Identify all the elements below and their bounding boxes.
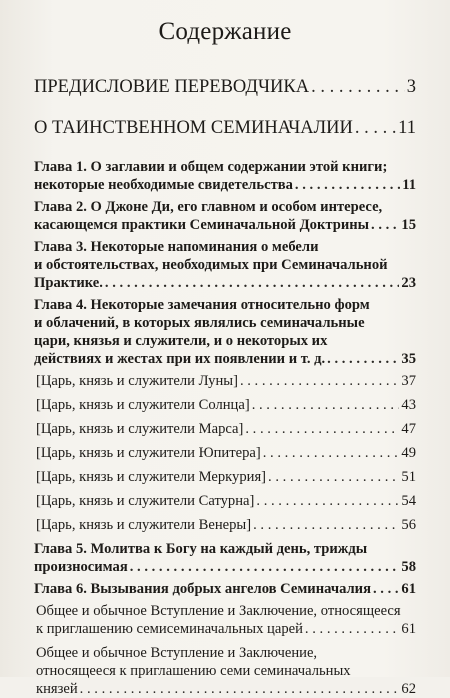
- page-number: 61: [401, 581, 416, 597]
- toc-chapter-4: [34, 296, 416, 368]
- subentry-line: Общее и обычное Вступление и Заключение, относящееся: [36, 603, 401, 619]
- subentry-line: Общее и обычное Вступление и Заключение,: [36, 645, 318, 661]
- subentry-line: князей: [36, 681, 78, 697]
- page-number: 11: [398, 118, 416, 138]
- page-number: 35: [401, 351, 416, 367]
- dot-leader: [252, 396, 400, 414]
- dot-leader: [355, 117, 396, 140]
- dot-leader: [263, 444, 400, 462]
- part-title: О ТАИНСТВЕННОМ СЕМИНАЧАЛИИ: [34, 118, 353, 138]
- toc-subentry-princes-invocation: [34, 644, 416, 698]
- chapter-line: цари, князья и служители, и о некоторых их: [34, 333, 328, 349]
- page-number: 47: [401, 421, 416, 437]
- dot-leader: [80, 680, 400, 698]
- page-number: 51: [401, 469, 416, 485]
- dot-leader: [256, 492, 399, 510]
- subentry-title: [Царь, князь и служители Меркурия]: [36, 469, 267, 485]
- page-number: 11: [402, 177, 416, 193]
- dot-leader: [240, 372, 399, 390]
- subentry-title: [Царь, князь и служители Венеры]: [36, 517, 252, 533]
- chapter-line: Глава 1. О заглавии и общем содержании этой книги;: [34, 159, 388, 175]
- toc-chapter-3: [34, 238, 416, 292]
- subentry-title: [Царь, князь и служители Луны]: [36, 373, 238, 389]
- dot-leader: [105, 274, 399, 292]
- chapter-line: Практике.: [34, 275, 103, 291]
- dot-leader: [130, 558, 400, 576]
- toc-subentry-mars: [34, 420, 416, 438]
- page-number: 56: [401, 517, 416, 533]
- toc-subentry-venus: [34, 516, 416, 534]
- toc-subentry-kings-invocation: [34, 602, 416, 638]
- toc-subentry-sun: [34, 396, 416, 414]
- page-number: 58: [401, 559, 416, 575]
- subentry-title: [Царь, князь и служители Юпитера]: [36, 445, 261, 461]
- dot-leader: [371, 216, 399, 234]
- toc-subentry-jupiter: [34, 444, 416, 462]
- chapter-line: и облачений, в которых являлись семиначальные: [34, 315, 365, 331]
- chapter-line: некоторые необходимые свидетельства: [34, 177, 293, 193]
- page-number: 37: [401, 373, 416, 389]
- subentry-title: [Царь, князь и служители Марса]: [36, 421, 244, 437]
- toc-subentry-moon: [34, 372, 416, 390]
- dot-leader: [327, 350, 399, 368]
- dot-leader: [245, 420, 399, 438]
- page-number: 43: [401, 397, 416, 413]
- subentry-title: [Царь, князь и служители Солнца]: [36, 397, 250, 413]
- page-number: 3: [406, 77, 416, 97]
- toc-part-preface: [34, 76, 416, 99]
- toc-chapter-5: [34, 540, 416, 576]
- page-number: 62: [401, 681, 416, 697]
- dot-leader: [311, 76, 405, 99]
- chapter-line: касающемся практики Семиначальной Доктрины: [34, 217, 370, 233]
- chapter-line: Глава 2. О Джоне Ди, его главном и особом интересе,: [34, 199, 383, 215]
- page-number: 23: [401, 275, 416, 291]
- chapter-line: Глава 6. Вызывания добрых ангелов Семиначалия: [34, 581, 371, 597]
- dot-leader: [253, 516, 399, 534]
- toc-subentry-saturn: [34, 492, 416, 510]
- page-title: Содержание: [158, 18, 292, 45]
- chapter-line: Глава 3. Некоторые напоминания о мебели: [34, 239, 319, 255]
- toc-chapter-1: [34, 158, 416, 194]
- page-number: 54: [401, 493, 416, 509]
- subentry-line: относящееся к приглашению семи семиначальных: [36, 663, 351, 679]
- dot-leader: [373, 580, 399, 598]
- subentry-line: к приглашению семисеминачальных царей: [36, 621, 303, 637]
- chapter-line: произносимая: [34, 559, 128, 575]
- toc-chapter-6: [34, 580, 416, 598]
- toc-part-main: [34, 117, 416, 140]
- part-title: ПРЕДИСЛОВИЕ ПЕРЕВОДЧИКА: [34, 77, 310, 97]
- subentry-title: [Царь, князь и служители Сатурна]: [36, 493, 255, 509]
- chapter-line: Глава 4. Некоторые замечания относительно форм: [34, 297, 370, 313]
- dot-leader: [295, 176, 400, 194]
- toc-chapter-2: [34, 198, 416, 234]
- chapter-line: действиях и жестах при их появлении и т. д.: [34, 351, 326, 367]
- page-number: 49: [401, 445, 416, 461]
- toc-subentry-mercury: [34, 468, 416, 486]
- dot-leader: [305, 620, 399, 638]
- dot-leader: [268, 468, 399, 486]
- page-number: 15: [401, 217, 416, 233]
- chapter-line: Глава 5. Молитва к Богу на каждый день, трижды: [34, 541, 368, 557]
- page-number: 61: [401, 621, 416, 637]
- chapter-line: и обстоятельствах, необходимых при Семиначальной: [34, 257, 388, 273]
